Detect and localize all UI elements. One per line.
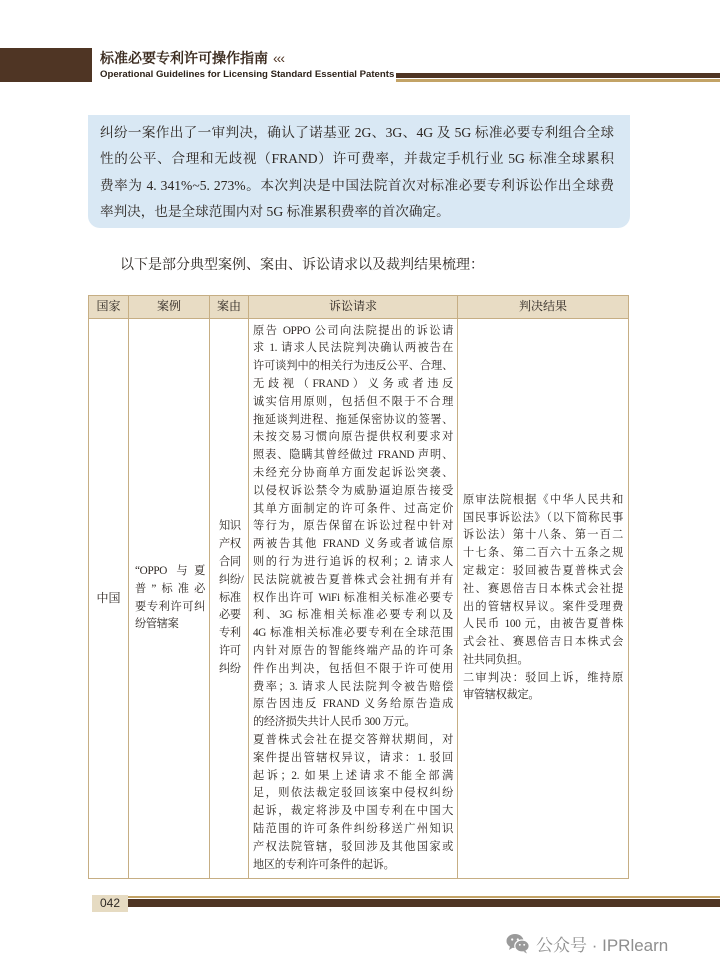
- text-line: 二审判决：驳回上诉，维持原: [463, 671, 623, 684]
- text-line: 纠纷/: [219, 573, 244, 586]
- paragraph: [219, 518, 248, 678]
- text-line: 起诉，裁定将涉及中国专利在中国大: [253, 805, 453, 818]
- text-line: 权作出许可 WiFi 标准相关标准必要专: [253, 591, 453, 604]
- callout-text: [100, 120, 614, 225]
- paragraph: [253, 732, 453, 874]
- text-line: 定裁定：驳回被告夏普株式会: [463, 564, 623, 577]
- intro-paragraph: 以下是部分典型案例、案由、诉讼请求以及裁判结果梳理：: [120, 258, 484, 273]
- text-line: 拖延谈判进程、拖延保密协议的签署、: [253, 413, 453, 426]
- watermark-text: 公众号 · IPRlearn: [536, 935, 669, 955]
- text-line: 式会社、赛恩倍吉日本株式会: [463, 636, 623, 649]
- text-line: 照表、隐瞒其曾经做过 FRAND 声明、: [253, 449, 453, 462]
- header-country: 国家: [89, 296, 129, 319]
- text-line: 其单方面制定的许可条件、过高定价: [253, 502, 453, 515]
- text-line: 纷管辖案: [135, 618, 179, 631]
- text-line: 内针对原告的智能终端产品的许可条: [253, 644, 453, 657]
- header-cause: 案由: [210, 296, 249, 319]
- text-line: 人民币 100 元，由被告夏普株: [463, 618, 623, 631]
- paragraph: [253, 323, 453, 732]
- text-line: 求 1. 请求人民法院判决确认两被告在: [253, 342, 453, 355]
- header-rule-bar: [396, 73, 720, 78]
- text-line: 民法院就被告夏普株式会社拥有并有: [253, 573, 453, 586]
- text-line: 必要: [219, 609, 241, 622]
- table-header-row: [89, 296, 629, 319]
- cell-case: [129, 319, 210, 879]
- page-number: 042: [92, 895, 128, 912]
- header-color-block: [0, 48, 92, 82]
- text-line: 诚实信用原则，包括但不限于不合理: [253, 395, 453, 408]
- text-line: 专利: [219, 627, 241, 640]
- text-line: 的经济损失共计人民币 300 万元。: [253, 716, 416, 729]
- running-header-subtitle: Operational Guidelines for Licensing Standard Essential Patents: [100, 69, 395, 80]
- paragraph: [463, 492, 623, 670]
- text-line: 国民事诉讼法》（以下简称民事: [463, 511, 623, 524]
- header-case: 案例: [129, 296, 210, 319]
- cell-claims: [249, 319, 458, 879]
- text-line: 起诉；2. 如果上述请求不能全部满: [253, 769, 453, 782]
- text-line: 等行为，原告保留在诉讼过程中针对: [253, 520, 453, 533]
- cases-table: [88, 295, 629, 879]
- text-line: 原告 OPPO 公司向法院提出的诉讼请: [253, 324, 453, 337]
- running-header-title: [100, 49, 284, 68]
- text-line: 许可: [219, 644, 241, 657]
- text-line: 地区的专利许可条件的起诉。: [253, 858, 395, 871]
- wechat-icon: [506, 933, 530, 954]
- text-line: 纠纷一案作出了一审判决，确认了诺基亚 2G、3G、4G 及 5G 标准必要专利组合全球: [100, 125, 614, 140]
- text-line: “OPPO 与夏: [135, 564, 205, 577]
- paragraph: [463, 670, 623, 706]
- book-title: 标准必要专利许可操作指南: [100, 50, 268, 66]
- text-line: 要专利许可纠: [135, 600, 205, 613]
- country-text: 中国: [96, 590, 121, 605]
- cell-judgment: [458, 319, 629, 879]
- text-line: 十七条、第二百六十五条之规: [463, 547, 623, 560]
- text-line: 以侵权诉讼禁令为威胁逼迫原告接受: [253, 484, 453, 497]
- text-line: 率判决，也是全球范围内对 5G 标准累积费率的首次确定。: [100, 203, 450, 219]
- text-line: 未经充分协商单方面发起诉讼突袭、: [253, 467, 453, 480]
- text-line: 足，则依法裁定驳回该案中侵权纠纷: [253, 787, 453, 800]
- text-line: 两被告其他 FRAND 义务或者诚信原: [253, 538, 453, 551]
- text-line: 案件提出管辖权异议，请求：1. 驳回: [253, 751, 453, 764]
- text-line: 合同: [219, 556, 241, 568]
- paragraph: [100, 120, 614, 225]
- text-line: 出的管辖权异议。案件受理费: [463, 600, 623, 613]
- text-line: 未按交易习惯向原告提供权利要求对: [253, 431, 453, 444]
- watermark: [506, 930, 668, 956]
- text-line: 标准: [219, 591, 241, 604]
- text-line: 知识: [219, 520, 241, 533]
- paragraph: [135, 563, 205, 634]
- text-line: 陆范围的许可条件纠纷移送广州知识: [253, 822, 453, 835]
- text-line: 利、3G 标准相关标准必要专利以及: [253, 609, 453, 622]
- text-line: 4G 标准相关标准必要专利在全球范围: [253, 627, 453, 640]
- chevrons-left-icon: ‹‹‹: [273, 50, 284, 66]
- text-line: 原告因违反 FRAND 义务给原告造成: [253, 698, 453, 711]
- footer-rule-bar: [128, 899, 720, 907]
- text-line: 件作出判决，包括但不限于许可使用: [253, 662, 453, 675]
- table-row: [89, 319, 629, 879]
- text-line: 许可谈判中的相关行为违反公平、合理、: [253, 360, 453, 373]
- cell-country: [89, 319, 129, 879]
- text-line: 费率为 4. 341%~5. 273%。本次判决是中国法院首次对标准必要专利诉讼作出全球费: [100, 177, 614, 193]
- text-line: 诉讼法）第十八条、第一百二: [463, 529, 623, 542]
- text-line: 社共同负担。: [463, 653, 529, 666]
- text-line: 费率；3. 请求人民法院判令被告赔偿: [253, 680, 453, 693]
- text-line: 则的行为进行追诉的权利；2. 请求人: [253, 556, 453, 568]
- text-line: 产权: [219, 538, 241, 551]
- text-line: 无歧视（FRAND）义务或者违反: [253, 378, 453, 391]
- text-line: 原审法院根据《中华人民共和: [463, 493, 623, 506]
- callout-box: [88, 115, 630, 228]
- text-line: 社、赛恩倍吉日本株式会社提: [463, 582, 623, 595]
- header-rule-line: [396, 79, 720, 82]
- text-line: 审管辖权裁定。: [463, 689, 540, 702]
- text-line: 普”标准必: [135, 582, 205, 595]
- footer-rule-line: [128, 896, 720, 898]
- cell-cause: [210, 319, 249, 879]
- header-judgment: 判决结果: [458, 296, 629, 319]
- text-line: 夏普株式会社在提交答辩状期间，对: [253, 733, 453, 746]
- header-claims: 诉讼请求: [249, 296, 458, 319]
- text-line: 产权法院管辖，驳回涉及其他国家或: [253, 840, 453, 853]
- text-line: 性的公平、合理和无歧视（FRAND）许可费率，并裁定手机行业 5G 标准全球累积: [100, 151, 614, 167]
- text-line: 纠纷: [219, 662, 241, 675]
